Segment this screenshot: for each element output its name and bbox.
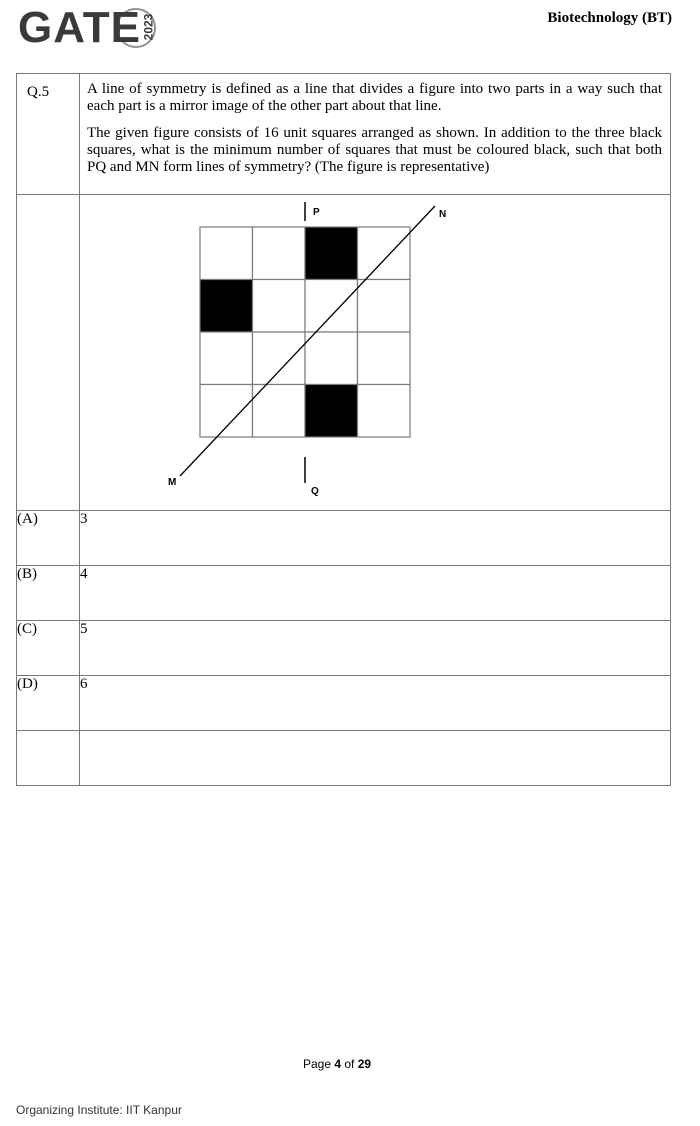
symmetry-figure <box>168 201 472 501</box>
grid-cell <box>358 385 411 438</box>
option-row-d <box>17 676 671 731</box>
page-total: 29 <box>357 1057 372 1071</box>
grid-cell <box>253 332 306 385</box>
grid-cell-black <box>200 280 253 333</box>
label-m: M <box>168 477 177 488</box>
figure-blank-cell <box>17 195 80 511</box>
option-label: (C) <box>17 621 80 676</box>
grid-cell <box>358 332 411 385</box>
option-value: 3 <box>80 511 671 566</box>
grid-cell <box>358 280 411 333</box>
empty-row <box>17 731 671 786</box>
grid-cell <box>305 280 358 333</box>
grid-cell <box>305 332 358 385</box>
grid-cell-black <box>305 227 358 280</box>
page-header <box>0 0 700 56</box>
grid-cell <box>253 227 306 280</box>
logo-year-text: 2023 <box>141 13 156 41</box>
figure-cell <box>80 195 671 511</box>
organizing-institute: Organizing Institute: IIT Kanpur <box>16 1103 182 1117</box>
label-p: P <box>313 207 320 218</box>
question-text <box>80 74 670 194</box>
gate-logo-year <box>138 8 158 46</box>
grid-cell <box>200 227 253 280</box>
option-value: 4 <box>80 566 671 621</box>
grid-cell-black <box>305 385 358 438</box>
grid-cell <box>358 227 411 280</box>
page-number <box>303 1057 371 1071</box>
grid-cell <box>253 280 306 333</box>
question-row <box>17 74 671 195</box>
label-q: Q <box>311 486 319 497</box>
paper-code: Biotechnology (BT) <box>547 10 672 26</box>
gate-logo: GATE <box>18 3 141 52</box>
question-text-cell <box>80 74 671 195</box>
option-row-c <box>17 621 671 676</box>
empty-cell <box>80 731 671 786</box>
figure-row <box>17 195 671 511</box>
option-value: 5 <box>80 621 671 676</box>
grid-cell <box>200 332 253 385</box>
question-paragraph-2: The given figure consists of 16 unit squares arranged as shown. In addition to the three black squares, what is the minimum number of squares that must be coloured black, such that both PQ and MN form lines of symmetry? (The figure is representative) <box>87 125 662 175</box>
grid-cell <box>253 385 306 438</box>
empty-cell <box>17 731 80 786</box>
question-table <box>16 73 671 786</box>
page-middle: of <box>341 1057 358 1071</box>
grid <box>200 227 410 437</box>
option-row-b <box>17 566 671 621</box>
option-label: (B) <box>17 566 80 621</box>
option-label: (D) <box>17 676 80 731</box>
page-prefix: Page <box>303 1057 335 1071</box>
label-n: N <box>439 209 447 220</box>
question-number-cell <box>17 74 80 195</box>
grid-cell <box>200 385 253 438</box>
option-row-a <box>17 511 671 566</box>
page-current: 4 <box>334 1057 342 1071</box>
option-value: 6 <box>80 676 671 731</box>
question-paragraph-1: A line of symmetry is defined as a line that divides a figure into two parts in a way such that each part is a mirror image of the other part about that line. <box>87 81 662 114</box>
question-number: Q.5 <box>27 84 50 100</box>
option-label: (A) <box>17 511 80 566</box>
